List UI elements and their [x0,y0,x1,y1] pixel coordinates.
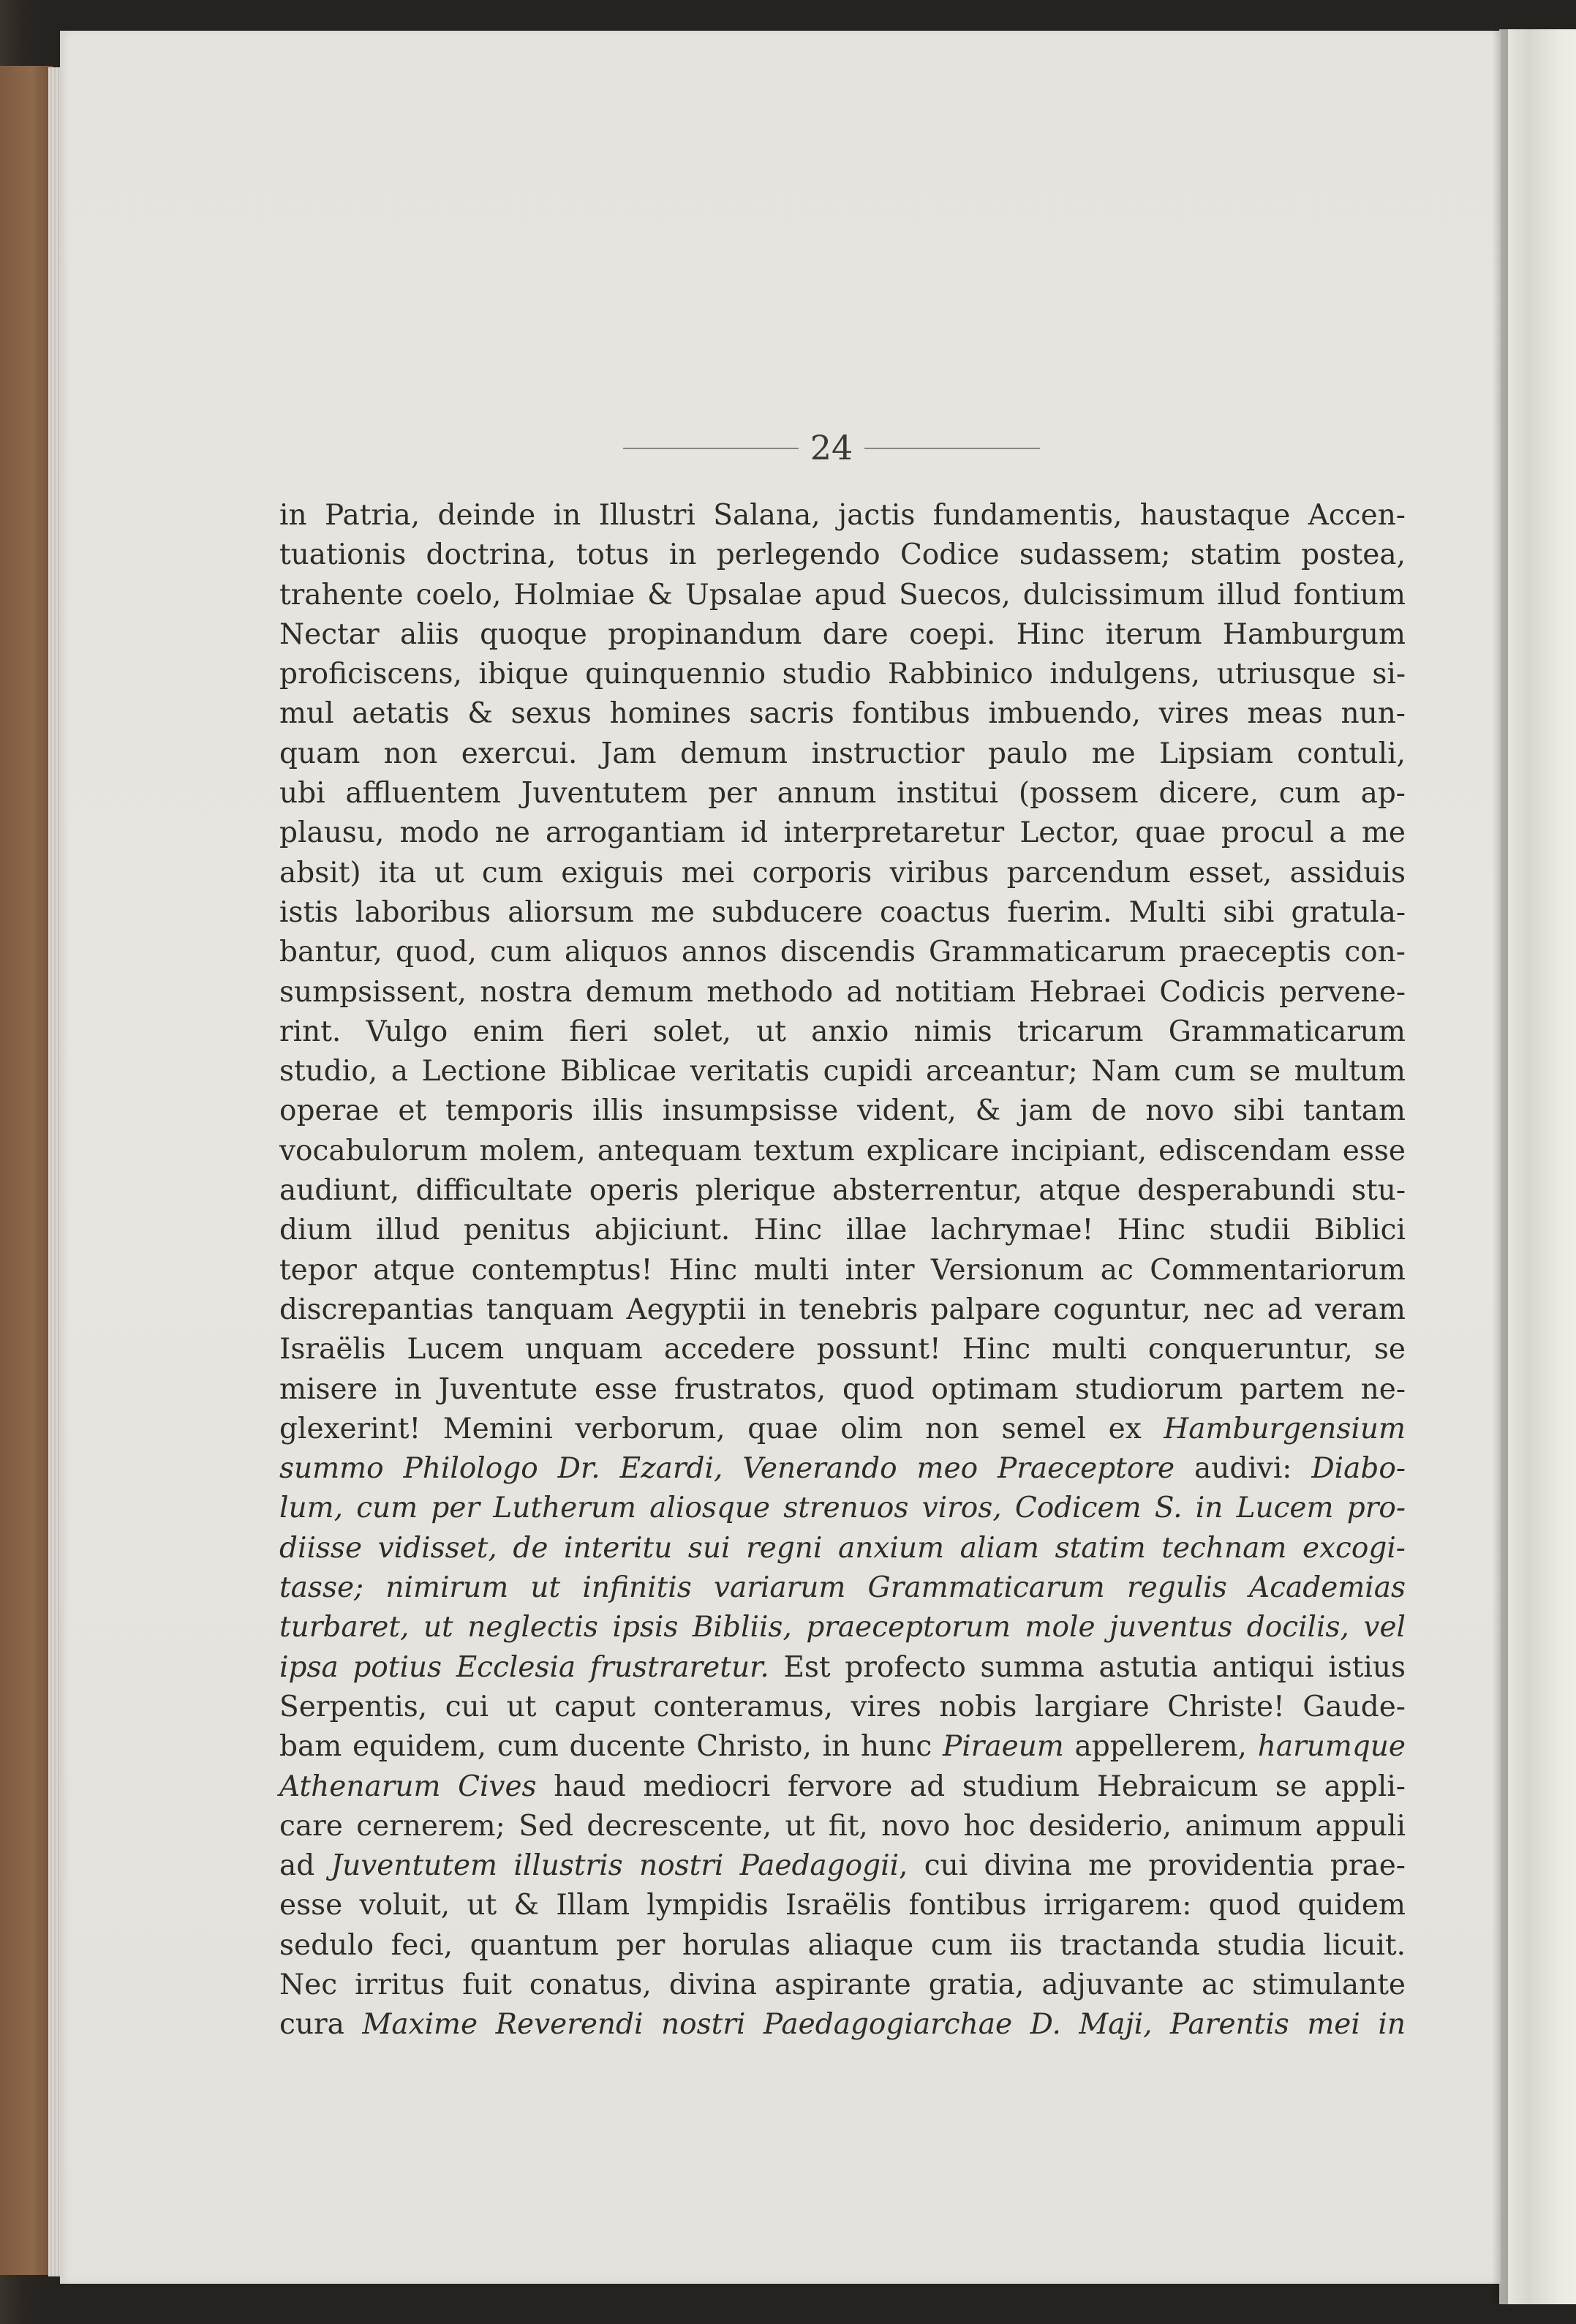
text-line [279,1886,1406,1925]
text-line [279,774,1406,813]
text-span: appellerem, [1063,1730,1258,1764]
text-line [279,576,1406,615]
text-span: Serpentis, cui ut caput conteramus, vires nobis largiare Christe! Gaude- [279,1690,1406,1723]
italic-span: Piraeum [942,1730,1064,1764]
text-line [279,734,1406,774]
text-line [279,496,1406,535]
text-span: quam non exercui. Jam demum instructior paulo me Lipsiam contuli, [279,737,1406,770]
text-line [279,655,1406,694]
text-span: mul aetatis & sexus homines sacris fontibus imbuendo, vires meas nun- [279,697,1406,731]
header-rule-right [864,448,1040,449]
text-line [279,1846,1406,1886]
text-span: tepor atque contemptus! Hinc multi inter Versionum ac Commentariorum [279,1253,1406,1287]
text-line [279,1410,1406,1449]
text-line [279,1966,1406,2005]
text-line [279,1171,1406,1211]
text-span: misere in Juventute esse frustratos, quod optimam studiorum partem ne- [279,1372,1406,1406]
gutter-shadow [1492,29,1508,2304]
italic-span: Diabo- [1311,1452,1406,1486]
text-span: ubi affluentem Juventutem per annum institui (possem dicere, cum ap- [279,777,1406,811]
text-line [279,535,1406,575]
italic-span: turbaret, ut neglectis ipsis Bibliis, praeceptorum mole juventus docilis, vel [279,1611,1406,1644]
book-page [60,31,1501,2284]
header-rule-left [623,448,799,449]
text-line [279,1688,1406,1727]
text-span: esse voluit, ut & Illam lympidis Israëlis fontibus irrigarem: quod quidem [279,1889,1406,1922]
italic-span: lum, cum per Lutherum aliosque strenuos viros, Codicem S. in Lucem pro- [279,1492,1406,1525]
text-line [279,615,1406,655]
italic-span: Athenarum Cives [279,1770,537,1803]
text-span: proficiscens, ibique quinquennio studio Rabbinico indulgens, utriusque si- [279,658,1406,691]
italic-span: Hamburgensium [1164,1412,1406,1445]
text-line [279,854,1406,893]
text-span: Est profecto summa astutia antiqui istius [769,1650,1406,1684]
text-line [279,1449,1406,1489]
text-span: cura [279,2008,363,2042]
text-line [279,1568,1406,1608]
text-span: vocabulorum molem, antequam textum explicare incipiant, ediscendam esse [279,1134,1406,1167]
text-span: Nectar aliis quoque propinandum dare coepi. Hinc iterum Hamburgum [279,617,1406,651]
italic-span: Juventutem illustris nostri Paedagogii [331,1849,900,1883]
text-span: haud mediocri fervore ad studium Hebraicum se appli- [536,1770,1406,1803]
text-line [279,973,1406,1012]
italic-span: ipsa potius Ecclesia frustraretur. [279,1650,769,1684]
text-line [279,1251,1406,1290]
text-line [279,1489,1406,1528]
text-span: sedulo feci, quantum per horulas aliaque cum iis tractanda studia licuit. [279,1928,1406,1962]
text-line [279,1529,1406,1568]
text-line [279,1767,1406,1807]
text-span: operae et temporis illis insumpsisse vident, & jam de novo sibi tantam [279,1094,1406,1128]
text-line [279,1807,1406,1846]
italic-span: summo Philologo Dr. Ezardi, Venerando meo Praeceptore [279,1452,1175,1486]
text-span: plausu, modo ne arrogantiam id interpretaretur Lector, quae procul a me [279,816,1406,850]
page-header [60,426,1501,470]
text-span: glexerint! Memini verborum, quae olim non semel ex [279,1412,1164,1445]
text-span: studio, a Lectione Biblicae veritatis cupidi arceantur; Nam cum se multum [279,1055,1406,1088]
text-span: Nec irritus fuit conatus, divina aspirante gratia, adjuvante ac stimulante [279,1968,1406,2001]
text-span: rint. Vulgo enim fieri solet, ut anxio nimis tricarum Grammaticarum [279,1015,1406,1048]
text-span: trahente coelo, Holmiae & Upsalae apud Suecos, dulcissimum illud fontium [279,578,1406,612]
text-span: in Patria, deinde in Illustri Salana, jactis fundamentis, haustaque Accen- [279,499,1406,532]
text-span: sumpsissent, nostra demum methodo ad notitiam Hebraei Codicis pervene- [279,975,1406,1009]
text-span: , cui divina me providentia prae- [899,1849,1406,1883]
text-line [279,1370,1406,1410]
text-line [279,1091,1406,1131]
text-span: care cernerem; Sed decrescente, ut fit, novo hoc desiderio, animum appuli [279,1809,1406,1843]
text-line [279,1290,1406,1330]
text-span: ad [279,1849,331,1883]
text-span: dium illud penitus abjiciunt. Hinc illae lachrymae! Hinc studii Biblici [279,1214,1406,1247]
text-line [279,694,1406,734]
text-line [279,813,1406,853]
body-text [279,496,1406,2045]
text-span: bantur, quod, cum aliquos annos discendis Grammaticarum praeceptis con- [279,936,1406,969]
text-line [279,2005,1406,2045]
text-line [279,1648,1406,1688]
text-line [279,1926,1406,1966]
text-line [279,1012,1406,1052]
text-line [279,933,1406,972]
italic-span: tasse; nimirum ut infinitis variarum Grammaticarum regulis Academias [279,1571,1406,1605]
text-span: audiunt, difficultate operis plerique absterrentur, atque desperabundi stu- [279,1174,1406,1208]
text-line [279,1608,1406,1647]
italic-span: diisse vidisset, de interitu sui regni anxium aliam statim technam excogi- [279,1531,1406,1565]
text-line [279,1727,1406,1767]
text-span: tuationis doctrina, totus in perlegendo Codice sudassem; statim postea, [279,538,1406,572]
text-span: absit) ita ut cum exiguis mei corporis viribus parcendum esset, assiduis [279,856,1406,890]
binding-board [0,66,53,2275]
text-span: audivi: [1175,1452,1312,1486]
text-line [279,1052,1406,1091]
text-line [279,1330,1406,1369]
italic-span: Maxime Reverendi nostri Paedagogiarchae D. Maji, Parentis mei in [362,2008,1406,2042]
page-number: 24 [810,428,853,467]
italic-span: harumque [1257,1730,1406,1764]
text-line [279,1132,1406,1171]
text-span: discrepantias tanquam Aegyptii in tenebris palpare coguntur, nec ad veram [279,1293,1406,1326]
text-span: istis laboribus aliorsum me subducere coactus fuerim. Multi sibi gratula- [279,895,1406,929]
facing-page-edge [1499,29,1576,2304]
text-span: Israëlis Lucem unquam accedere possunt! Hinc multi conqueruntur, se [279,1333,1406,1366]
text-line [279,893,1406,933]
text-line [279,1211,1406,1250]
text-span: bam equidem, cum ducente Christo, in hunc [279,1730,943,1764]
